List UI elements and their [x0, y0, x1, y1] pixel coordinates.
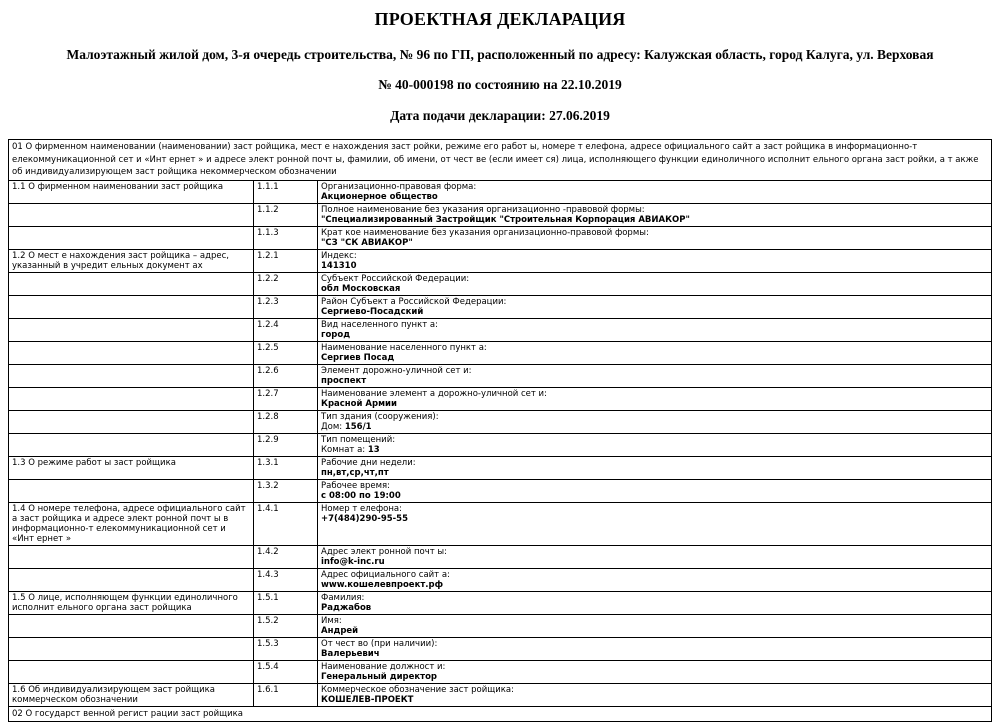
row-value-cell [318, 387, 992, 410]
table-row [9, 272, 992, 295]
row-value-cell [318, 226, 992, 249]
table-row [9, 249, 992, 272]
row-number-cell: 1.4.1 [254, 502, 318, 545]
field-value-bold: "СЗ "СК АВИАКОР" [321, 237, 413, 248]
table-row [9, 364, 992, 387]
field-label: Наименование населенного пункт а: [321, 342, 487, 353]
field-value-bold: проспект [321, 375, 367, 386]
row-value-cell [318, 479, 992, 502]
field-value [321, 672, 988, 682]
table-row [9, 456, 992, 479]
field-value-bold: пн,вт,ср,чт,пт [321, 467, 389, 478]
field-label: Адрес официального сайт а: [321, 569, 450, 580]
doc-subtitle: Малоэтажный жилой дом, 3-я очередь строительства, № 96 по ГП, расположенный по адресу: Калужская область, город Калуга, ул. Верховая [66, 47, 934, 62]
field-value [321, 353, 988, 363]
row-number-cell: 1.3.1 [254, 456, 318, 479]
table-row [9, 568, 992, 591]
field-value-bold: 141310 [321, 260, 357, 271]
field-label: Наименование элемент а дорожно-уличной сет и: [321, 388, 547, 399]
row-number-cell: 1.3.2 [254, 479, 318, 502]
field-label: Рабочие дни недели: [321, 457, 416, 468]
field-label: Имя: [321, 615, 342, 626]
table-row [9, 295, 992, 318]
field-value-bold: город [321, 329, 351, 340]
field-label: Фамилия: [321, 592, 365, 603]
row-value-cell [318, 180, 992, 203]
field-value-bold: 156/1 [344, 421, 372, 432]
row-value-cell [318, 637, 992, 660]
field-value [321, 445, 988, 455]
row-number-cell: 1.2.8 [254, 410, 318, 433]
row-number-cell: 1.6.1 [254, 683, 318, 706]
row-value-cell [318, 295, 992, 318]
row-value-cell [318, 249, 992, 272]
section-02-row [9, 706, 992, 722]
field-value-bold: Андрей [321, 625, 359, 636]
table-row [9, 387, 992, 410]
row-number-cell: 1.2.9 [254, 433, 318, 456]
field-value-bold: Сергиев Посад [321, 352, 395, 363]
group-label-cell [9, 203, 254, 226]
table-row [9, 637, 992, 660]
row-number-cell: 1.2.5 [254, 341, 318, 364]
field-value [321, 376, 988, 386]
field-value-bold: Сергиево-Посадский [321, 306, 424, 317]
field-value [321, 261, 988, 271]
group-label-cell [9, 660, 254, 683]
field-label: Район Субъект а Российской Федерации: [321, 296, 507, 307]
row-number-cell: 1.1.3 [254, 226, 318, 249]
declaration-table [8, 139, 992, 722]
doc-title: ПРОЕКТНАЯ ДЕКЛАРАЦИЯ [374, 9, 626, 29]
row-number-cell: 1.2.1 [254, 249, 318, 272]
field-value [321, 238, 988, 248]
field-value [321, 468, 988, 478]
row-number-cell: 1.2.3 [254, 295, 318, 318]
table-row [9, 614, 992, 637]
field-label: Полное наименование без указания организационно -правовой формы: [321, 204, 645, 215]
field-value-bold: Акционерное общество [321, 191, 438, 202]
field-value-prefix: Дом: [321, 421, 345, 432]
field-label: Тип здания (сооружения): [321, 411, 439, 422]
group-label-cell: 1.6 Об индивидуализирующем заст ройщика коммерческом обозначении [9, 683, 254, 706]
field-value [321, 422, 988, 432]
group-label-cell [9, 479, 254, 502]
group-label-cell [9, 272, 254, 295]
row-value-cell [318, 341, 992, 364]
group-label-cell [9, 433, 254, 456]
field-value-bold: Красной Армии [321, 398, 397, 409]
field-value [321, 580, 988, 590]
group-label-cell: 1.2 О мест е нахождения заст ройщика – адрес, указанный в учредит ельных документ ах [9, 249, 254, 272]
field-label: Номер т елефона: [321, 503, 402, 514]
field-value-bold: Генеральный директор [321, 671, 438, 682]
group-label-cell [9, 387, 254, 410]
row-number-cell: 1.4.3 [254, 568, 318, 591]
field-value-bold: "Специализированный Застройщик "Строительная Корпорация АВИАКОР" [321, 214, 690, 225]
group-label-cell [9, 318, 254, 341]
group-label-cell [9, 545, 254, 568]
field-value-bold: с 08:00 по 19:00 [321, 490, 401, 501]
field-value [321, 192, 988, 202]
field-value-bold: обл Московская [321, 283, 401, 294]
group-label-cell: 1.1 О фирменном наименовании заст ройщика [9, 180, 254, 203]
field-value [321, 284, 988, 294]
field-label: Тип помещений: [321, 434, 396, 445]
field-value-bold: 13 [367, 444, 380, 455]
group-label-cell [9, 341, 254, 364]
field-value [321, 330, 988, 340]
field-label: Рабочее время: [321, 480, 390, 491]
row-value-cell [318, 591, 992, 614]
field-label: От чест во (при наличии): [321, 638, 438, 649]
table-row [9, 226, 992, 249]
doc-date: Дата подачи декларации: 27.06.2019 [390, 108, 610, 123]
group-label-cell [9, 295, 254, 318]
field-value [321, 626, 988, 636]
row-number-cell: 1.1.2 [254, 203, 318, 226]
row-value-cell [318, 683, 992, 706]
field-label: Индекс: [321, 250, 357, 261]
table-row [9, 433, 992, 456]
row-value-cell [318, 318, 992, 341]
table-row [9, 479, 992, 502]
field-label: Крат кое наименование без указания организационно-правовой формы: [321, 227, 649, 238]
table-row [9, 318, 992, 341]
row-number-cell: 1.5.3 [254, 637, 318, 660]
field-value-bold: КОШЕЛЕВ-ПРОЕКТ [321, 694, 414, 705]
field-value-bold: +7(484)290-95-55 [321, 513, 409, 524]
table-row [9, 683, 992, 706]
field-label: Наименование должност и: [321, 661, 446, 672]
row-value-cell [318, 502, 992, 545]
table-row [9, 203, 992, 226]
row-number-cell: 1.2.4 [254, 318, 318, 341]
table-row [9, 502, 992, 545]
field-label: Субъект Российской Федерации: [321, 273, 470, 284]
field-value [321, 557, 988, 567]
group-label-cell [9, 614, 254, 637]
row-number-cell: 1.4.2 [254, 545, 318, 568]
group-label-cell: 1.5 О лице, исполняющем функции единоличного исполнит ельного органа заст ройщика [9, 591, 254, 614]
row-value-cell [318, 272, 992, 295]
table-row [9, 341, 992, 364]
document-header [0, 0, 1000, 124]
doc-number: № 40-000198 по состоянию на 22.10.2019 [378, 77, 622, 92]
group-label-cell [9, 226, 254, 249]
row-value-cell [318, 568, 992, 591]
field-value [321, 603, 988, 613]
field-value [321, 649, 988, 659]
field-value [321, 215, 988, 225]
group-label-cell [9, 410, 254, 433]
row-value-cell [318, 660, 992, 683]
table-row [9, 545, 992, 568]
row-number-cell: 1.2.2 [254, 272, 318, 295]
section-01-header: 01 О фирменном наименовании (наименовании) заст ройщика, мест е нахождения заст ройки, режиме его работ ы, номере т елефона, адресе официального сайт а заст ройщика в информационно-т елекоммуникационной сет и «Инт ернет » и адресе элект ронной почт ы, фамилии, об имени, от чест ве (если имеет ся) лица, исполняющего функции единоличного исполнит ельного органа заст ройки, а т акже об индивидуализирующем заст ройщика некоммерческом обозначении [9, 140, 992, 181]
row-number-cell: 1.2.7 [254, 387, 318, 410]
field-label: Вид населенного пункт а: [321, 319, 438, 330]
field-value [321, 491, 988, 501]
row-number-cell: 1.5.1 [254, 591, 318, 614]
field-value [321, 399, 988, 409]
row-number-cell: 1.5.4 [254, 660, 318, 683]
row-value-cell [318, 614, 992, 637]
table-row [9, 180, 992, 203]
field-value-bold: Раджабов [321, 602, 372, 613]
group-label-cell [9, 364, 254, 387]
table-row [9, 660, 992, 683]
field-value [321, 307, 988, 317]
field-value [321, 514, 988, 524]
group-label-cell: 1.3 О режиме работ ы заст ройщика [9, 456, 254, 479]
row-number-cell: 1.1.1 [254, 180, 318, 203]
row-value-cell [318, 203, 992, 226]
row-value-cell [318, 433, 992, 456]
field-label: Адрес элект ронной почт ы: [321, 546, 447, 557]
row-value-cell [318, 456, 992, 479]
group-label-cell [9, 637, 254, 660]
field-value [321, 695, 988, 705]
field-value-bold: Валерьевич [321, 648, 380, 659]
field-value-bold: info@k-inc.ru [321, 556, 385, 567]
field-label: Коммерческое обозначение заст ройщика: [321, 684, 514, 695]
field-label: Организационно-правовая форма: [321, 181, 477, 192]
row-number-cell: 1.2.6 [254, 364, 318, 387]
row-value-cell [318, 545, 992, 568]
field-label: Элемент дорожно-уличной сет и: [321, 365, 472, 376]
row-value-cell [318, 410, 992, 433]
section-01-row [9, 140, 992, 181]
group-label-cell: 1.4 О номере телефона, адресе официального сайт а заст ройщика и адресе элект ронной почт ы в информационно-т елекоммуникационной сет и «Инт ернет » [9, 502, 254, 545]
section-02-header: 02 О государст венной регист рации заст ройщика [9, 706, 992, 722]
field-value-prefix: Комнат а: [321, 444, 368, 455]
field-value-bold: www.кошелевпроект.рф [321, 579, 444, 590]
row-number-cell: 1.5.2 [254, 614, 318, 637]
row-value-cell [318, 364, 992, 387]
table-row [9, 591, 992, 614]
group-label-cell [9, 568, 254, 591]
table-row [9, 410, 992, 433]
